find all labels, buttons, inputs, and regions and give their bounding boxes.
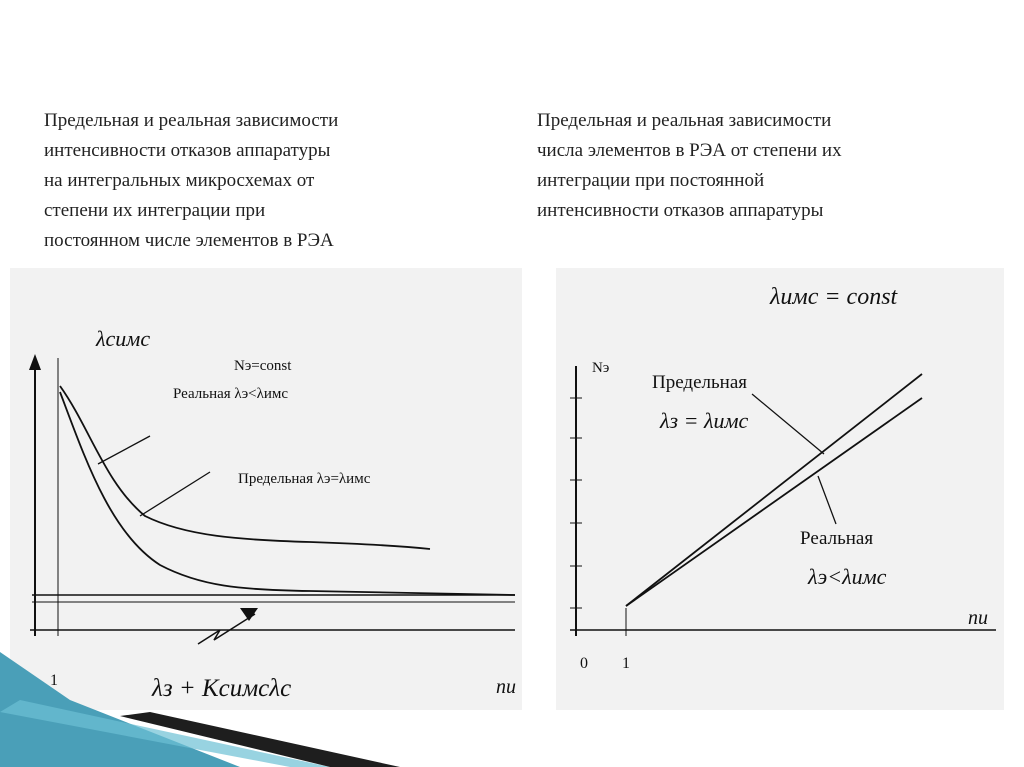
caption-line: интенсивности отказов аппаратуры — [44, 140, 331, 161]
caption-line: числа элементов в РЭА от степени их — [537, 140, 842, 161]
caption-line: интеграции при постоянной — [537, 170, 765, 191]
caption-line: Предельная и реальная зависимости — [44, 110, 339, 131]
caption-line: постоянном числе элементов в РЭА — [44, 230, 334, 251]
caption-line: степени их интеграции при — [44, 200, 266, 221]
y-axis-label: λсимс — [96, 326, 151, 351]
line-limit-label: Предельная — [652, 372, 747, 393]
caption-line: интенсивности отказов аппаратуры — [537, 200, 824, 221]
origin-label: 0 — [580, 655, 588, 672]
tick-label-1: 1 — [50, 672, 58, 689]
curve-real-label: Реальная λэ<λимс — [173, 386, 289, 402]
line-limit-formula: λз = λимс — [660, 408, 749, 433]
caption-line: Предельная и реальная зависимости — [537, 110, 832, 131]
curve-limit-label: Предельная λэ=λимс — [238, 471, 371, 487]
caption-line: на интегральных микросхемах от — [44, 170, 315, 191]
condition-label: λимс = const — [770, 284, 898, 310]
x-axis-label: nи — [496, 676, 516, 698]
tick-label-1: 1 — [622, 655, 630, 672]
y-axis-label: Nэ — [592, 360, 610, 376]
line-real-label: Реальная — [800, 528, 874, 549]
line-real-formula: λэ<λимс — [808, 564, 887, 589]
condition-label: Nэ=const — [234, 358, 292, 374]
asymptote-formula: λз + Kсимсλс — [152, 675, 292, 702]
x-axis-label: nи — [968, 607, 988, 629]
